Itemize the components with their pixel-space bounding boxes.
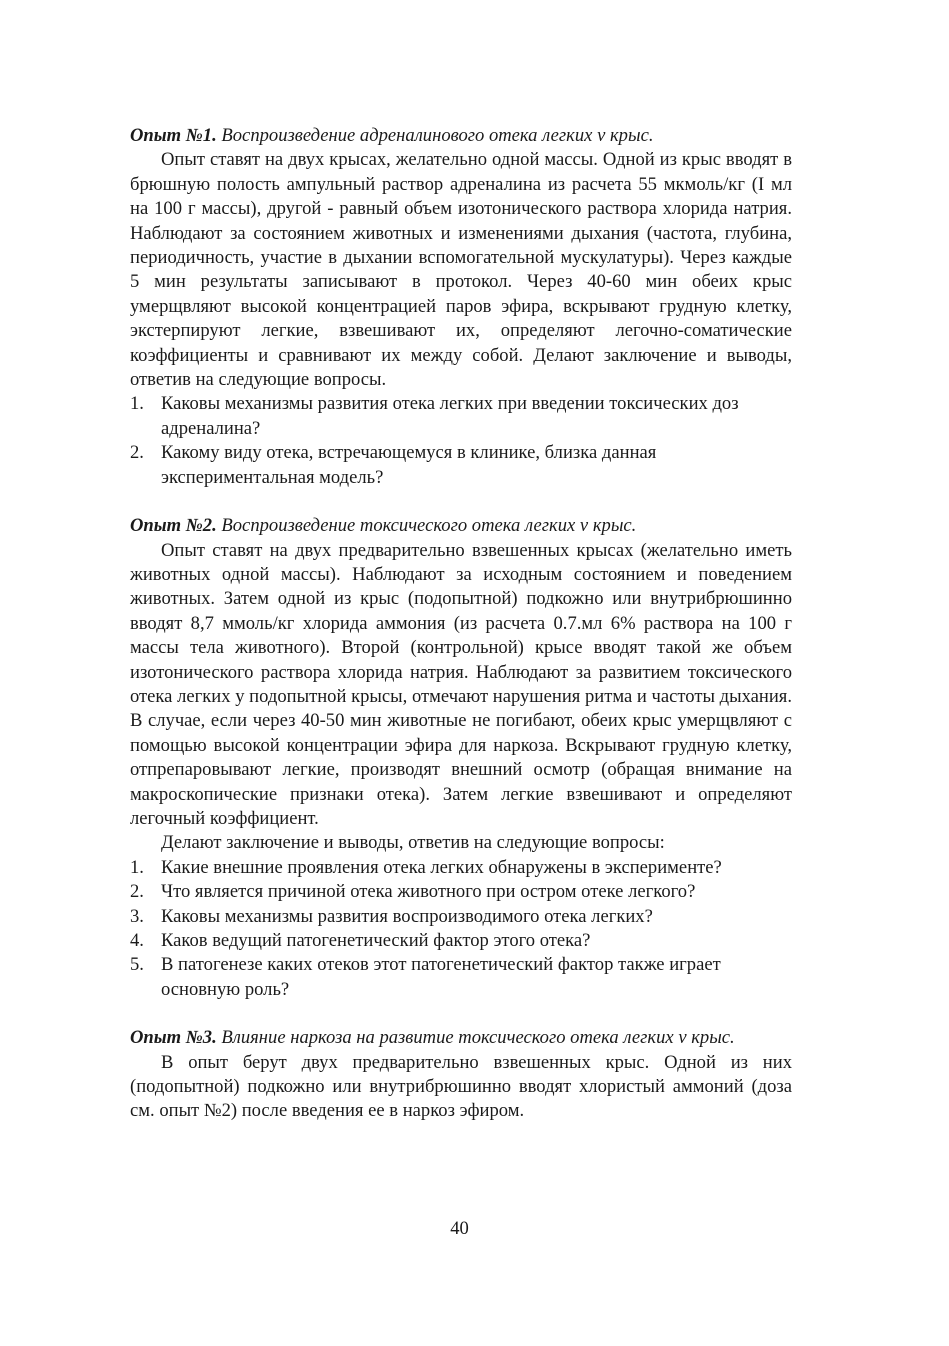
- question-text: В патогенезе каких отеков этот патогенетический фактор также играет основную роль?: [161, 954, 721, 1000]
- question-number: 1.: [130, 856, 144, 878]
- section-spacer: [130, 490, 792, 514]
- experiment-2-label: Опыт №2.: [130, 515, 217, 537]
- list-item: [130, 856, 792, 880]
- question-number: 2.: [130, 442, 144, 464]
- question-number: 3.: [130, 905, 144, 927]
- experiment-3-paragraph: В опыт берут двух предварительно взвешенных крыс. Одной из них (подопытной) подкожно или внутрибрюшинно вводят хлористый аммоний (доза см. опыт №2) после введения ее в наркоз эфиром.: [130, 1051, 792, 1122]
- experiment-2-conclusion: Делают заключение и выводы, ответив на следующие вопросы:: [161, 832, 665, 854]
- question-number: 1.: [130, 393, 144, 415]
- experiment-1-section: [130, 124, 792, 490]
- list-item: [130, 441, 792, 490]
- question-number: 4.: [130, 930, 144, 951]
- experiment-3-label: Опыт №3.: [130, 1027, 217, 1049]
- experiment-1-paragraph: Опыт ставят на двух крысах, желательно одной массы. Одной из крыс вводят в брюшную полость ампульный раствор адреналина из расчета 55 мкмоль/кг (I мл на 100 г массы), другой - равный объем изотонического раствора хлорида натрия. Наблюдают за состоянием животных и изменениями дыхания (частота, глубина, периодичность, участие в дыхании вспомогательной мускулатуры). Через каждые 5 мин результаты записывают в протокол. Через 40-60 мин обеих крыс умерщвляют высокой концентрацией паров эфира, вскрывают грудную клетку, экстерпируют легкие, взвешивают их, определяют легочно-соматические коэффициенты и сравнивают их между собой. Делают заключение и выводы, ответив на следующие вопросы.: [130, 149, 792, 391]
- question-text: Каков ведущий патогенетический фактор этого отека?: [161, 930, 591, 951]
- list-item: [130, 953, 792, 1002]
- experiment-3-section: [130, 1026, 792, 1124]
- list-item: [130, 392, 792, 441]
- experiment-3-heading: [130, 1026, 792, 1050]
- list-item: [130, 929, 792, 953]
- experiment-2-questions: [130, 856, 792, 1002]
- list-item: [130, 905, 792, 929]
- question-number: 5.: [130, 954, 144, 976]
- question-text: Какому виду отека, встречающемуся в клинике, близка данная экспериментальная модель?: [161, 442, 657, 488]
- experiment-2-title: Воспроизведение токсического отека легких v крыс.: [221, 515, 637, 537]
- experiment-1-title: Воспроизведение адреналинового отека легких v крыс.: [221, 125, 654, 146]
- experiment-2-paragraph: Опыт ставят на двух предварительно взвешенных крысах (желательно иметь животных одной массы). Наблюдают за исходным состоянием и поведением животных. Затем одной из крыс (подопытной) подкожно или внутрибрюшинно вводят 8,7 ммоль/кг хлорида аммония (из расчета 0.7.мл 6% раствора на 100 г массы тела животного). Второй (контрольной) крысе вводят такой же объем изотонического раствора хлорида натрия. Наблюдают за развитием токсического отека легких у подопытной крысы, отмечают нарушения ритма и частоты дыхания. В случае, если через 40-50 мин животные не погибают, обеих крыс умерщвляют с помощью высокой концентрации эфира для наркоза. Вскрывают грудную клетку, отпрепаровывают легкие, производят внешний осмотр (обращая внимание на макроскопические признаки отека). Затем легкие взвешивают и определяют легочный коэффициент.: [130, 539, 792, 829]
- experiment-2-section: [130, 514, 792, 1002]
- page-number: 40: [450, 1218, 469, 1239]
- experiment-2-heading: [130, 514, 792, 538]
- section-spacer: [130, 1002, 792, 1026]
- list-item: [130, 880, 792, 904]
- question-number: 2.: [130, 881, 144, 903]
- question-text: Что является причиной отека животного при остром отеке легкого?: [161, 881, 696, 903]
- page-body: [130, 124, 792, 1124]
- question-text: Каковы механизмы развития отека легких при введении токсических доз адреналина?: [161, 393, 739, 439]
- question-text: Каковы механизмы развития воспроизводимого отека легких?: [161, 905, 653, 927]
- experiment-1-questions: [130, 392, 792, 490]
- experiment-1-label: Опыт №1.: [130, 125, 217, 146]
- experiment-3-title: Влияние наркоза на развитие токсического отека легких v крыс.: [221, 1027, 735, 1049]
- question-text: Какие внешние проявления отека легких обнаружены в эксперименте?: [161, 856, 722, 878]
- experiment-1-heading: [130, 124, 792, 148]
